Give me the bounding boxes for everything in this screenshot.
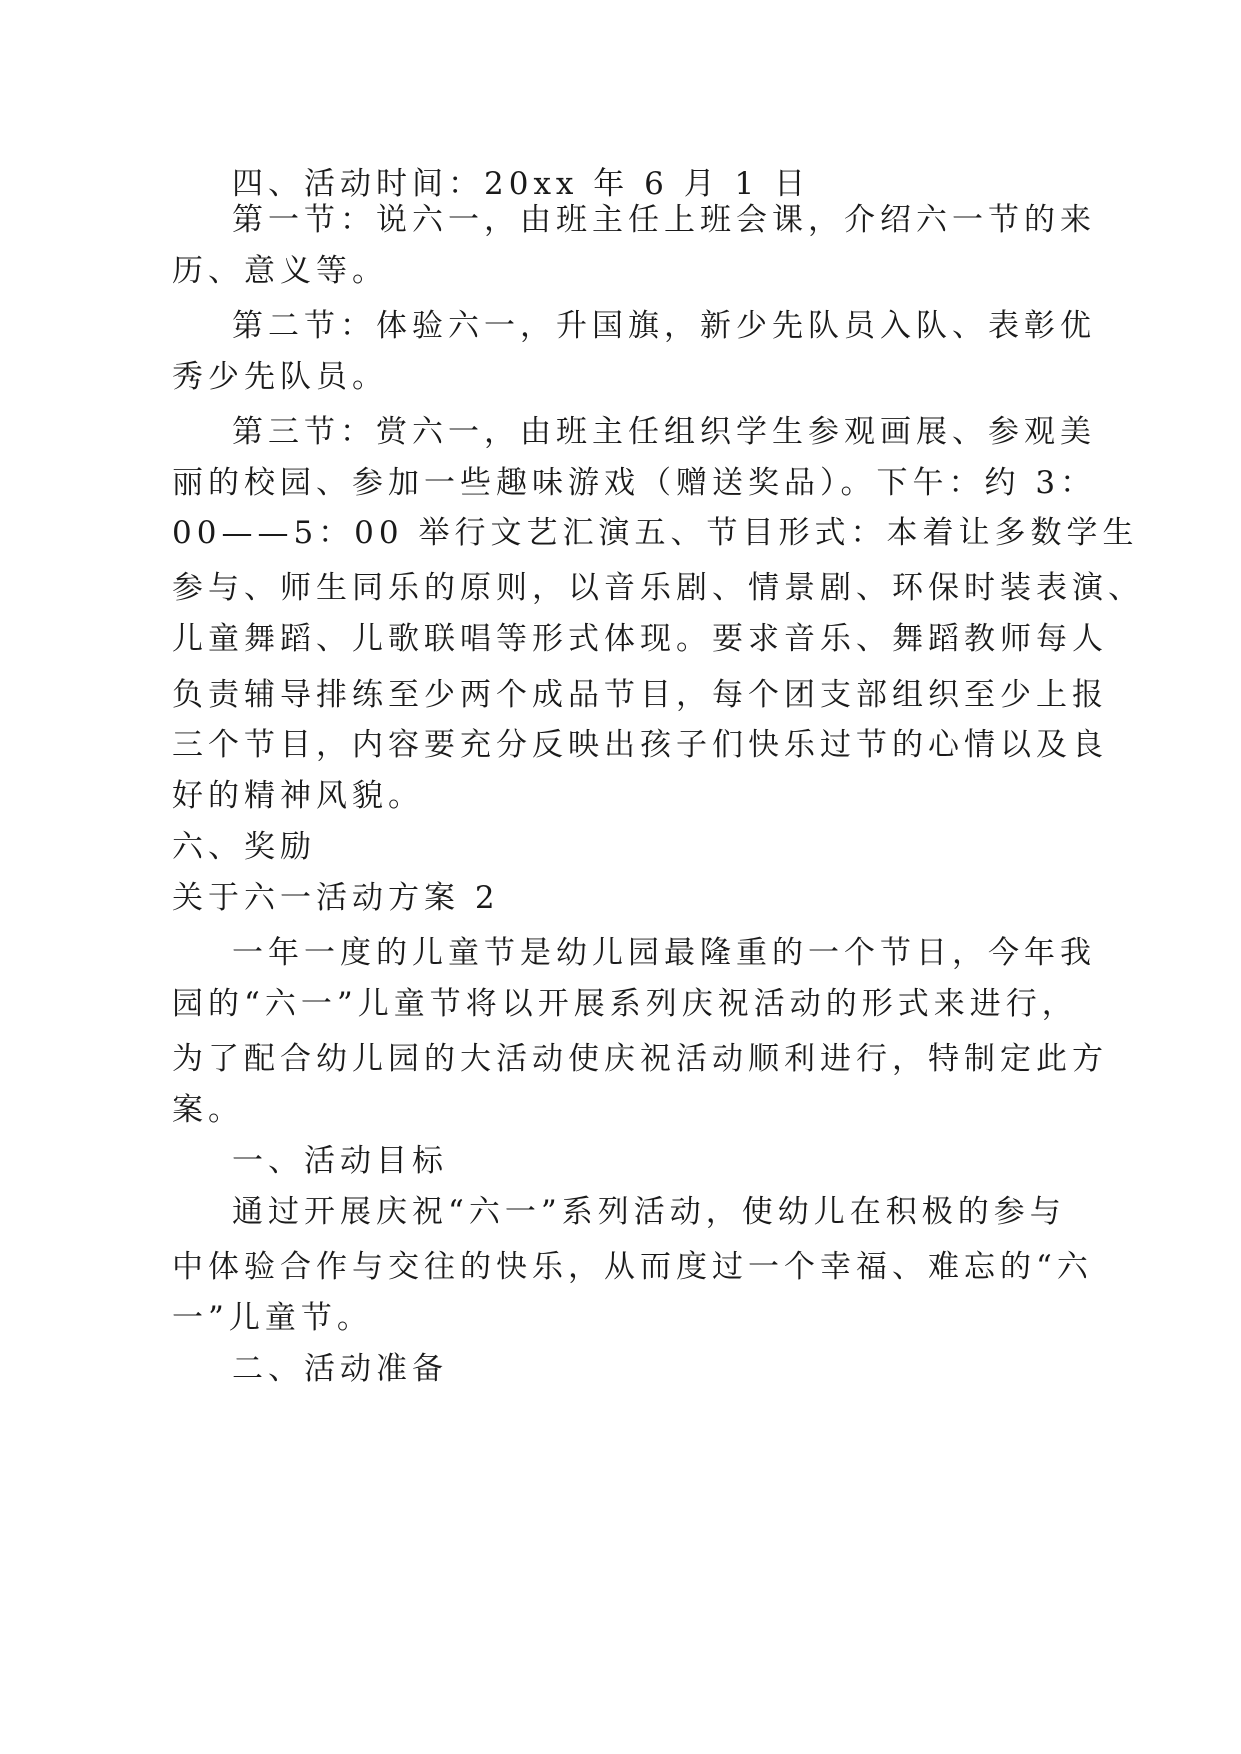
text-line: 第三节：赏六一，由班主任组织学生参观画展、参观美 — [232, 414, 1096, 450]
text-line: 中体验合作与交往的快乐，从而度过一个幸福、难忘的“六 — [172, 1249, 1093, 1285]
text-line: 秀少先队员。 — [172, 359, 388, 395]
text-line: 一”儿童节。 — [172, 1300, 373, 1336]
text-line: 丽的校园、参加一些趣味游戏（赠送奖品）。下午：约 3： — [172, 465, 1097, 501]
text-line: 00——5：00 举行文艺汇演五、节目形式：本着让多数学生 — [172, 515, 1139, 551]
text-line: 第一节：说六一，由班主任上班会课，介绍六一节的来 — [232, 202, 1096, 238]
text-line: 第二节：体验六一，升国旗，新少先队员入队、表彰优 — [232, 308, 1096, 344]
text-line: 历、意义等。 — [172, 253, 388, 289]
text-line: 园的“六一”儿童节将以开展系列庆祝活动的形式来进行， — [172, 986, 1078, 1022]
text-line: 为了配合幼儿园的大活动使庆祝活动顺利进行，特制定此方 — [172, 1041, 1108, 1077]
section-heading: 一、活动目标 — [232, 1143, 448, 1179]
text-line: 一年一度的儿童节是幼儿园最隆重的一个节日，今年我 — [232, 935, 1096, 971]
text-line: 三个节目，内容要充分反映出孩子们快乐过节的心情以及良 — [172, 727, 1108, 763]
text-line: 四、活动时间：20xx 年 6 月 1 日 — [232, 166, 811, 202]
text-line: 案。 — [172, 1092, 244, 1128]
section-heading: 二、活动准备 — [232, 1351, 448, 1387]
text-line: 负责辅导排练至少两个成品节目，每个团支部组织至少上报 — [172, 677, 1108, 713]
text-line: 儿童舞蹈、儿歌联唱等形式体现。要求音乐、舞蹈教师每人 — [172, 621, 1108, 657]
section-heading: 六、奖励 — [172, 829, 316, 865]
text-line: 参与、师生同乐的原则，以音乐剧、情景剧、环保时装表演、 — [172, 570, 1144, 606]
document-title: 关于六一活动方案 2 — [172, 880, 500, 916]
text-line: 通过开展庆祝“六一”系列活动，使幼儿在积极的参与 — [232, 1194, 1066, 1230]
text-line: 好的精神风貌。 — [172, 778, 424, 814]
